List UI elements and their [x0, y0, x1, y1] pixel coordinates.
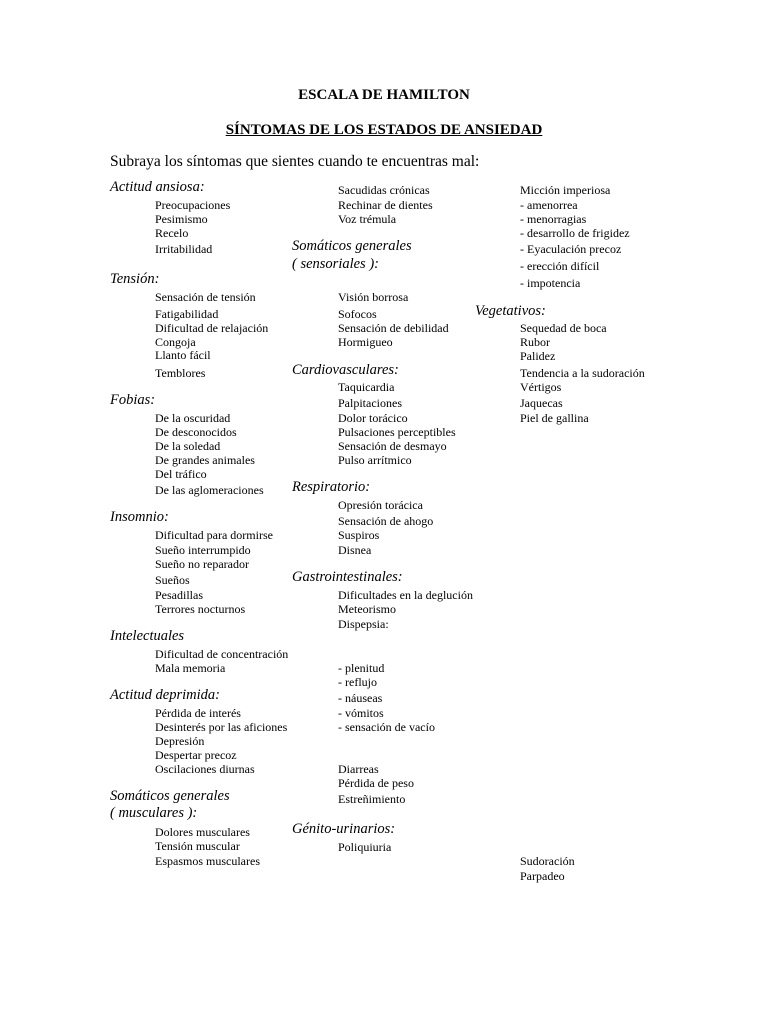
category-heading: Gastrointestinales: [292, 569, 403, 585]
document-title: ESCALA DE HAMILTON [298, 87, 470, 103]
symptom-item: Sofocos [338, 307, 377, 321]
symptom-item: Despertar precoz [155, 748, 237, 762]
symptom-item: - erección difícil [520, 259, 600, 273]
symptom-item: Mala memoria [155, 661, 226, 675]
category-heading: Somáticos generales [292, 238, 412, 254]
symptom-item: Sequedad de boca [520, 321, 607, 335]
symptom-item: Vértigos [520, 380, 562, 394]
symptom-item: Dificultad de concentración [155, 647, 289, 661]
category-heading: Intelectuales [110, 628, 185, 644]
symptom-item: Disnea [338, 543, 372, 557]
symptom-item: Sacudidas crónicas [338, 183, 430, 197]
symptom-item: Poliquiuria [338, 840, 392, 854]
symptom-item: Sueño interrumpido [155, 543, 251, 557]
symptom-item: Tendencia a la sudoración [520, 366, 645, 380]
symptom-item: - sensación de vacío [338, 720, 435, 734]
symptom-item: Preocupaciones [155, 198, 231, 212]
category-heading: Actitud deprimida: [110, 687, 220, 703]
symptom-item: - amenorrea [520, 198, 578, 212]
symptom-item: - Eyaculación precoz [520, 242, 622, 256]
symptom-item: Opresión torácica [338, 498, 423, 512]
symptom-item: Micción imperiosa [520, 183, 611, 197]
symptom-item: Temblores [155, 366, 206, 380]
symptom-item: Sensación de desmayo [338, 439, 447, 453]
symptom-item: Pulso arrítmico [338, 453, 412, 467]
symptom-item: Pérdida de peso [338, 776, 414, 790]
category-heading: Fobias: [110, 392, 156, 408]
symptom-item: De grandes animales [155, 453, 255, 467]
category-heading: Cardiovasculares: [292, 362, 399, 378]
category-heading: Somáticos generales [110, 788, 230, 804]
instructions-text: Subraya los síntomas que sientes cuando te encuentras mal: [110, 153, 480, 170]
symptom-item: Taquicardia [338, 380, 395, 394]
symptom-item: Dificultad de relajación [155, 321, 269, 335]
symptom-item: Sensación de debilidad [338, 321, 449, 335]
symptom-item: Sueño no reparador [155, 557, 249, 571]
symptom-item: De la soledad [155, 439, 221, 453]
symptom-item: Estreñimiento [338, 792, 406, 806]
symptom-item: Depresión [155, 734, 205, 748]
symptom-item: De la oscuridad [155, 411, 231, 425]
document-subtitle: SÍNTOMAS DE LOS ESTADOS DE ANSIEDAD [225, 122, 543, 138]
symptom-item: - menorragias [520, 212, 587, 226]
symptom-item: Fatigabilidad [155, 307, 219, 321]
symptom-item: De desconocidos [155, 425, 237, 439]
category-heading: Génito-urinarios: [292, 821, 396, 837]
symptom-item: Sudoración [520, 854, 575, 868]
symptom-item: Sueños [155, 573, 190, 587]
symptom-item: Voz trémula [338, 212, 397, 226]
category-heading: Insomnio: [110, 509, 169, 525]
symptom-item: - náuseas [338, 691, 383, 705]
symptom-item: Dolores musculares [155, 825, 250, 839]
category-heading: ( sensoriales ): [292, 256, 379, 272]
symptom-item: Del tráfico [155, 467, 207, 481]
symptom-item: Pesimismo [155, 212, 208, 226]
symptom-item: - reflujo [338, 675, 377, 689]
symptom-item: Espasmos musculares [155, 854, 260, 868]
symptom-item: Piel de gallina [520, 411, 589, 425]
category-heading: Respiratorio: [292, 479, 371, 495]
symptom-item: Pesadillas [155, 588, 203, 602]
category-heading: Vegetativos: [475, 303, 546, 319]
category-heading: Tensión: [110, 271, 160, 287]
symptom-item: - plenitud [338, 661, 385, 675]
symptom-item: - impotencia [520, 276, 581, 290]
symptom-item: Pulsaciones perceptibles [338, 425, 456, 439]
symptom-item: Visión borrosa [338, 290, 409, 304]
symptom-item: De las aglomeraciones [155, 483, 264, 497]
symptom-item: Dificultades en la deglución [338, 588, 473, 602]
symptom-item: Jaquecas [520, 396, 563, 410]
symptom-item: Meteorismo [338, 602, 396, 616]
symptom-item: Rechinar de dientes [338, 198, 433, 212]
symptom-item: Desinterés por las aficiones [155, 720, 288, 734]
symptom-item: Terrores nocturnos [155, 602, 246, 616]
symptom-item: Suspiros [338, 528, 380, 542]
symptom-item: Tensión muscular [155, 839, 240, 853]
symptom-item: Diarreas [338, 762, 379, 776]
symptom-item: Sensación de ahogo [338, 514, 434, 528]
symptom-item: Hormigueo [338, 335, 393, 349]
symptom-item: Recelo [155, 226, 189, 240]
symptom-item: Dispepsia: [338, 617, 389, 631]
symptom-item: Pérdida de interés [155, 706, 241, 720]
symptom-item: Dolor torácico [338, 411, 408, 425]
symptom-item: Sensación de tensión [155, 290, 256, 304]
symptom-item: Irritabilidad [155, 242, 213, 256]
symptom-item: Rubor [520, 335, 550, 349]
symptom-item: Dificultad para dormirse [155, 528, 273, 542]
symptom-item: Llanto fácil [155, 348, 211, 362]
symptom-item: Palpitaciones [338, 396, 402, 410]
symptom-item: - vómitos [338, 706, 384, 720]
symptom-item: Parpadeo [520, 869, 565, 883]
symptom-item: Palidez [520, 349, 556, 363]
category-heading: Actitud ansiosa: [110, 179, 205, 195]
symptom-item: Congoja [155, 335, 196, 349]
symptom-item: - desarrollo de frigidez [520, 226, 630, 240]
symptom-item: Oscilaciones diurnas [155, 762, 255, 776]
category-heading: ( musculares ): [110, 805, 198, 821]
